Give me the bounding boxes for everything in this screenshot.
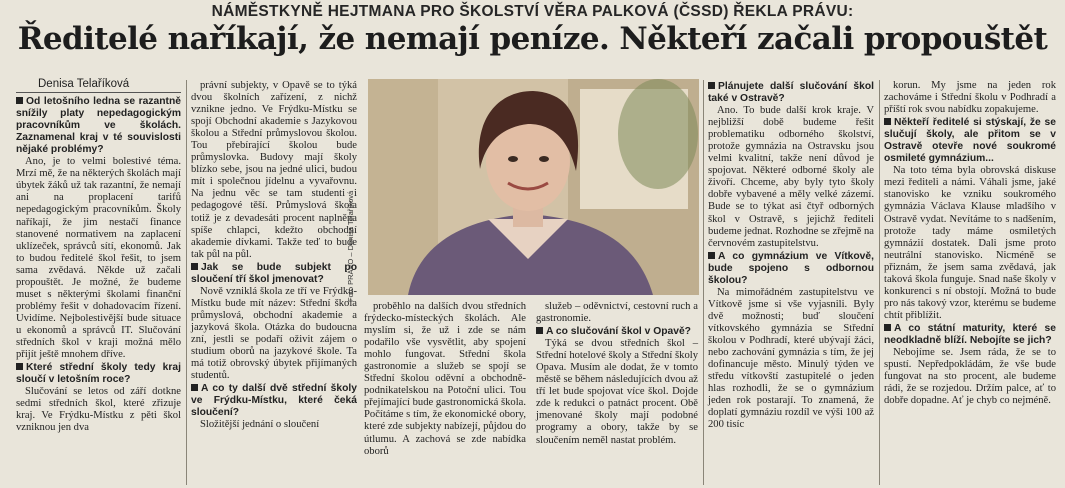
paragraph-text: Složitější jednání o sloučení xyxy=(200,419,320,431)
square-bullet-icon xyxy=(16,363,23,370)
question-heading xyxy=(16,362,181,386)
paragraph xyxy=(16,386,181,434)
paragraph-text: Ano. To bude další krok kraje. V nejbližší době budeme řešit problematiku odborného školství, protože gymnázia na Ostravsku jsou velmi kvalitní, takže není důvod je spojovat. Některé odborné školy ale živoří. Chceme, aby byly tyto školy dobře vybavené a měly velké zázemí. Bude se to týkat asi čtyř odborných škol v Ostravě, s jejichž řediteli budeme jednat. Rozhodne se zřejmě na červnovém zastupitelstvu. xyxy=(708,105,874,249)
question-text: A co ty další dvě střední školy ve Frýdku-Místku, které čeká sloučení? xyxy=(191,383,357,419)
paragraph xyxy=(884,347,1056,407)
paragraph-text: Týká se dvou středních škol – Střední hotelové školy a Střední školy Opava. Musím ale dodat, že v tomto městě se během následujících dvou až tří let bude spojovat více škol. Dojde zde k redukci o patnáct procent. Obě jmenované školy mají podobné programy a obory, takže by se sloučením neměl nastat problém. xyxy=(536,338,698,446)
text-column-3 xyxy=(364,301,526,458)
paragraph xyxy=(536,301,698,325)
paragraph-text: Na toto téma byla obrovská diskuse mezi řediteli a námi. Váhali jsme, jaké stanovisko ke vzniku soukromého gymnázia Václava Klause mladšího v Ostravě vydat. Nevítáme to s nadšením, protože tady máme osmiletých gymnázií dostatek. Dali jsme proto neutrální stanovisko. Nicméně se přiznám, že jsem sama zvědavá, jak taková škola funguje. Snad naše školy v konkurenci s ní obstojí. Možná to bude pro nás takový vzor, kterému se budeme chtít přiblížit. xyxy=(884,165,1056,321)
photo-credit: Foto PRÁVO – Denisa Telaříková xyxy=(346,190,355,302)
byline: Denisa Telaříková xyxy=(16,78,181,93)
paragraph-text: korun. My jsme na jeden rok zachováme i Střední školu v Podhradí a příští rok svou nabídku zopakujeme. xyxy=(884,80,1056,116)
column-divider xyxy=(879,80,880,485)
column-divider xyxy=(186,80,187,485)
question-heading xyxy=(708,251,874,287)
question-heading xyxy=(884,117,1056,165)
paragraph-text: Na mimořádném zastupitelstvu ve Vítkově jsme si vše vyjasnili. Byly dvě možnosti; buď sloučení vítkovského gymnázia se Střední školou v Podhradí, které ubývají žáci, nebo zachování gymnázia s tím, že jej dofinancuje město. Minulý týden ve středu vítkovští zastupitelé o jeden hlas rozhodli, že se o gymnázium jeden rok postarají. To znamená, že doplatí gymnáziu rozdíl ve výši 100 až 200 tisíc xyxy=(708,286,874,431)
paragraph xyxy=(191,80,357,261)
article-kicker: NÁMĚSTKYNĚ HEJTMANA PRO ŠKOLSTVÍ VĚRA PALKOVÁ (ČSSD) ŘEKLA PRÁVU: xyxy=(211,3,854,20)
portrait-illustration xyxy=(368,79,699,295)
square-bullet-icon xyxy=(191,263,198,270)
question-text: Od letošního ledna se razantně snížily platy nepedagogickým pracovníkům ve školách. Zaznamenal kraj v té souvislosti nějaké problémy? xyxy=(16,96,181,156)
paragraph xyxy=(708,105,874,250)
question-heading xyxy=(884,323,1056,347)
paragraph-text: služeb – oděvnictví, cestovní ruch a gastronomie. xyxy=(536,301,698,325)
square-bullet-icon xyxy=(884,324,891,331)
square-bullet-icon xyxy=(708,252,715,259)
article-headline: Ředitelé naříkají, že nemají peníze. Někteří začali propouštět xyxy=(17,21,1048,57)
paragraph-text: Ano, je to velmi bolestivé téma. Mrzí mě, že na některých školách mají úbytek žáků už tak razantní, že nemají ani na proplacení tarifů nepedagogickým pracovníkům. Školy naříkají, že jim nestačí finance stanovené normativem na zaplacení uklízeček, správců sítí, ekonomů. Jak to budou ředitelé škol řešit, to jsem sama zvědavá. Někde už začali propouštět. Je možné, že budeme muset s některými školami finanční problémy řešit v dohadovacím řízení. Uvidíme. Nejbolestivější bude situace u ekonomů a správců IT. Slučování středních škol v kraji možná mělo přijít ještě mnohem dříve. xyxy=(16,156,181,361)
text-column-6 xyxy=(884,80,1056,407)
paragraph xyxy=(708,287,874,432)
question-text: A co státní maturity, které se neodkladně blíží. Nebojíte se jich? xyxy=(884,322,1056,346)
text-column-1 xyxy=(16,78,181,434)
question-heading xyxy=(16,96,181,156)
question-heading xyxy=(191,383,357,419)
paragraph xyxy=(884,165,1056,322)
paragraph xyxy=(364,301,526,458)
text-column-2 xyxy=(191,80,357,431)
question-text: Někteří ředitelé si stýskají, že se slučují školy, ale přitom se v Ostravě otevře nové soukromé osmileté gymnázium... xyxy=(884,117,1056,165)
question-text: Plánujete další slučování škol také v Ostravě? xyxy=(708,81,874,105)
paragraph xyxy=(191,419,357,431)
column-divider xyxy=(703,80,704,485)
paragraph xyxy=(536,338,698,446)
square-bullet-icon xyxy=(16,97,23,104)
paragraph xyxy=(191,286,357,382)
paragraph xyxy=(884,80,1056,116)
question-text: Jak se bude subjekt po sloučení tří škol jmenovat? xyxy=(191,261,357,285)
question-heading xyxy=(191,262,357,286)
square-bullet-icon xyxy=(536,327,543,334)
question-text: A co gymnázium ve Vítkově, bude spojeno s odbornou školou? xyxy=(708,250,874,286)
paragraph-text: Slučování se letos od září dotkne sedmi středních škol, které zřizuje kraj. Ve Frýdku-Místku z pěti škol vzniknou jen dva xyxy=(16,386,181,434)
paragraph-text: právní subjekty, v Opavě se to týká dvou školních zařízení, z nichž vznikne jedno. Ve Frýdku-Místku se spojí Obchodní akademie s Jazykovou školou a Střední průmyslovou školou. Tou přebírající školou bude průmyslovka. Budovy mají školy blízko sebe, jsou na jedné ulici, budou mít i společnou jídelnu a vyvařovnu. Na jednu věc se tam studenti i pedagogové těší. Průmyslová škola totiž je z devadesáti procent naplněna spíše chlapci, kdežto obchodní akademie dívkami. Takže teď to bude tak půl na půl. xyxy=(191,80,357,260)
paragraph xyxy=(16,156,181,361)
square-bullet-icon xyxy=(884,118,891,125)
question-text: Které střední školy tedy kraj sloučí v letošním roce? xyxy=(16,362,181,386)
square-bullet-icon xyxy=(708,82,715,89)
paragraph-text: proběhlo na dalších dvou středních frýdecko-místeckých školách. Ale myslím si, že už i zde se nám podařilo vše vysvětlit, aby spojení mohlo fungovat. Střední škola gastronomie a služeb se spojí se Střední školou oděvní a obchodně-podnikatelskou na Potoční ulici. Tou přejímající bude gastronomická škola. Počítáme s tím, že ekonomické obory, které zde subjekty nabízejí, půjdou do útlumu. A zachová se zde nabídka oborů xyxy=(364,301,526,457)
text-column-5 xyxy=(708,80,874,431)
question-text: A co slučování škol v Opavě? xyxy=(546,326,691,338)
paragraph-text: Nově vzniklá škola ze tří ve Frýdku-Místku bude mít název: Střední škola průmyslová, obchodní akademie a jazyková škola. Otázka do budoucna zní, jestli se podaří oživit zájem o studium oborů na jazykové škole. Ta má totiž obrovský úbytek přijímaných studentů. xyxy=(191,285,357,382)
square-bullet-icon xyxy=(191,384,198,391)
text-column-4 xyxy=(536,301,698,447)
portrait-photo xyxy=(368,79,699,295)
question-heading xyxy=(708,81,874,105)
paragraph-text: Nebojíme se. Jsem ráda, že se to spustí. Nepředpokládám, že vše bude fungovat na sto procent, ale budeme rádi, že se rozjedou. Držím palce, ať to dobře dopadne. Ať je chyb co nejméně. xyxy=(884,347,1056,407)
question-heading xyxy=(536,326,698,338)
